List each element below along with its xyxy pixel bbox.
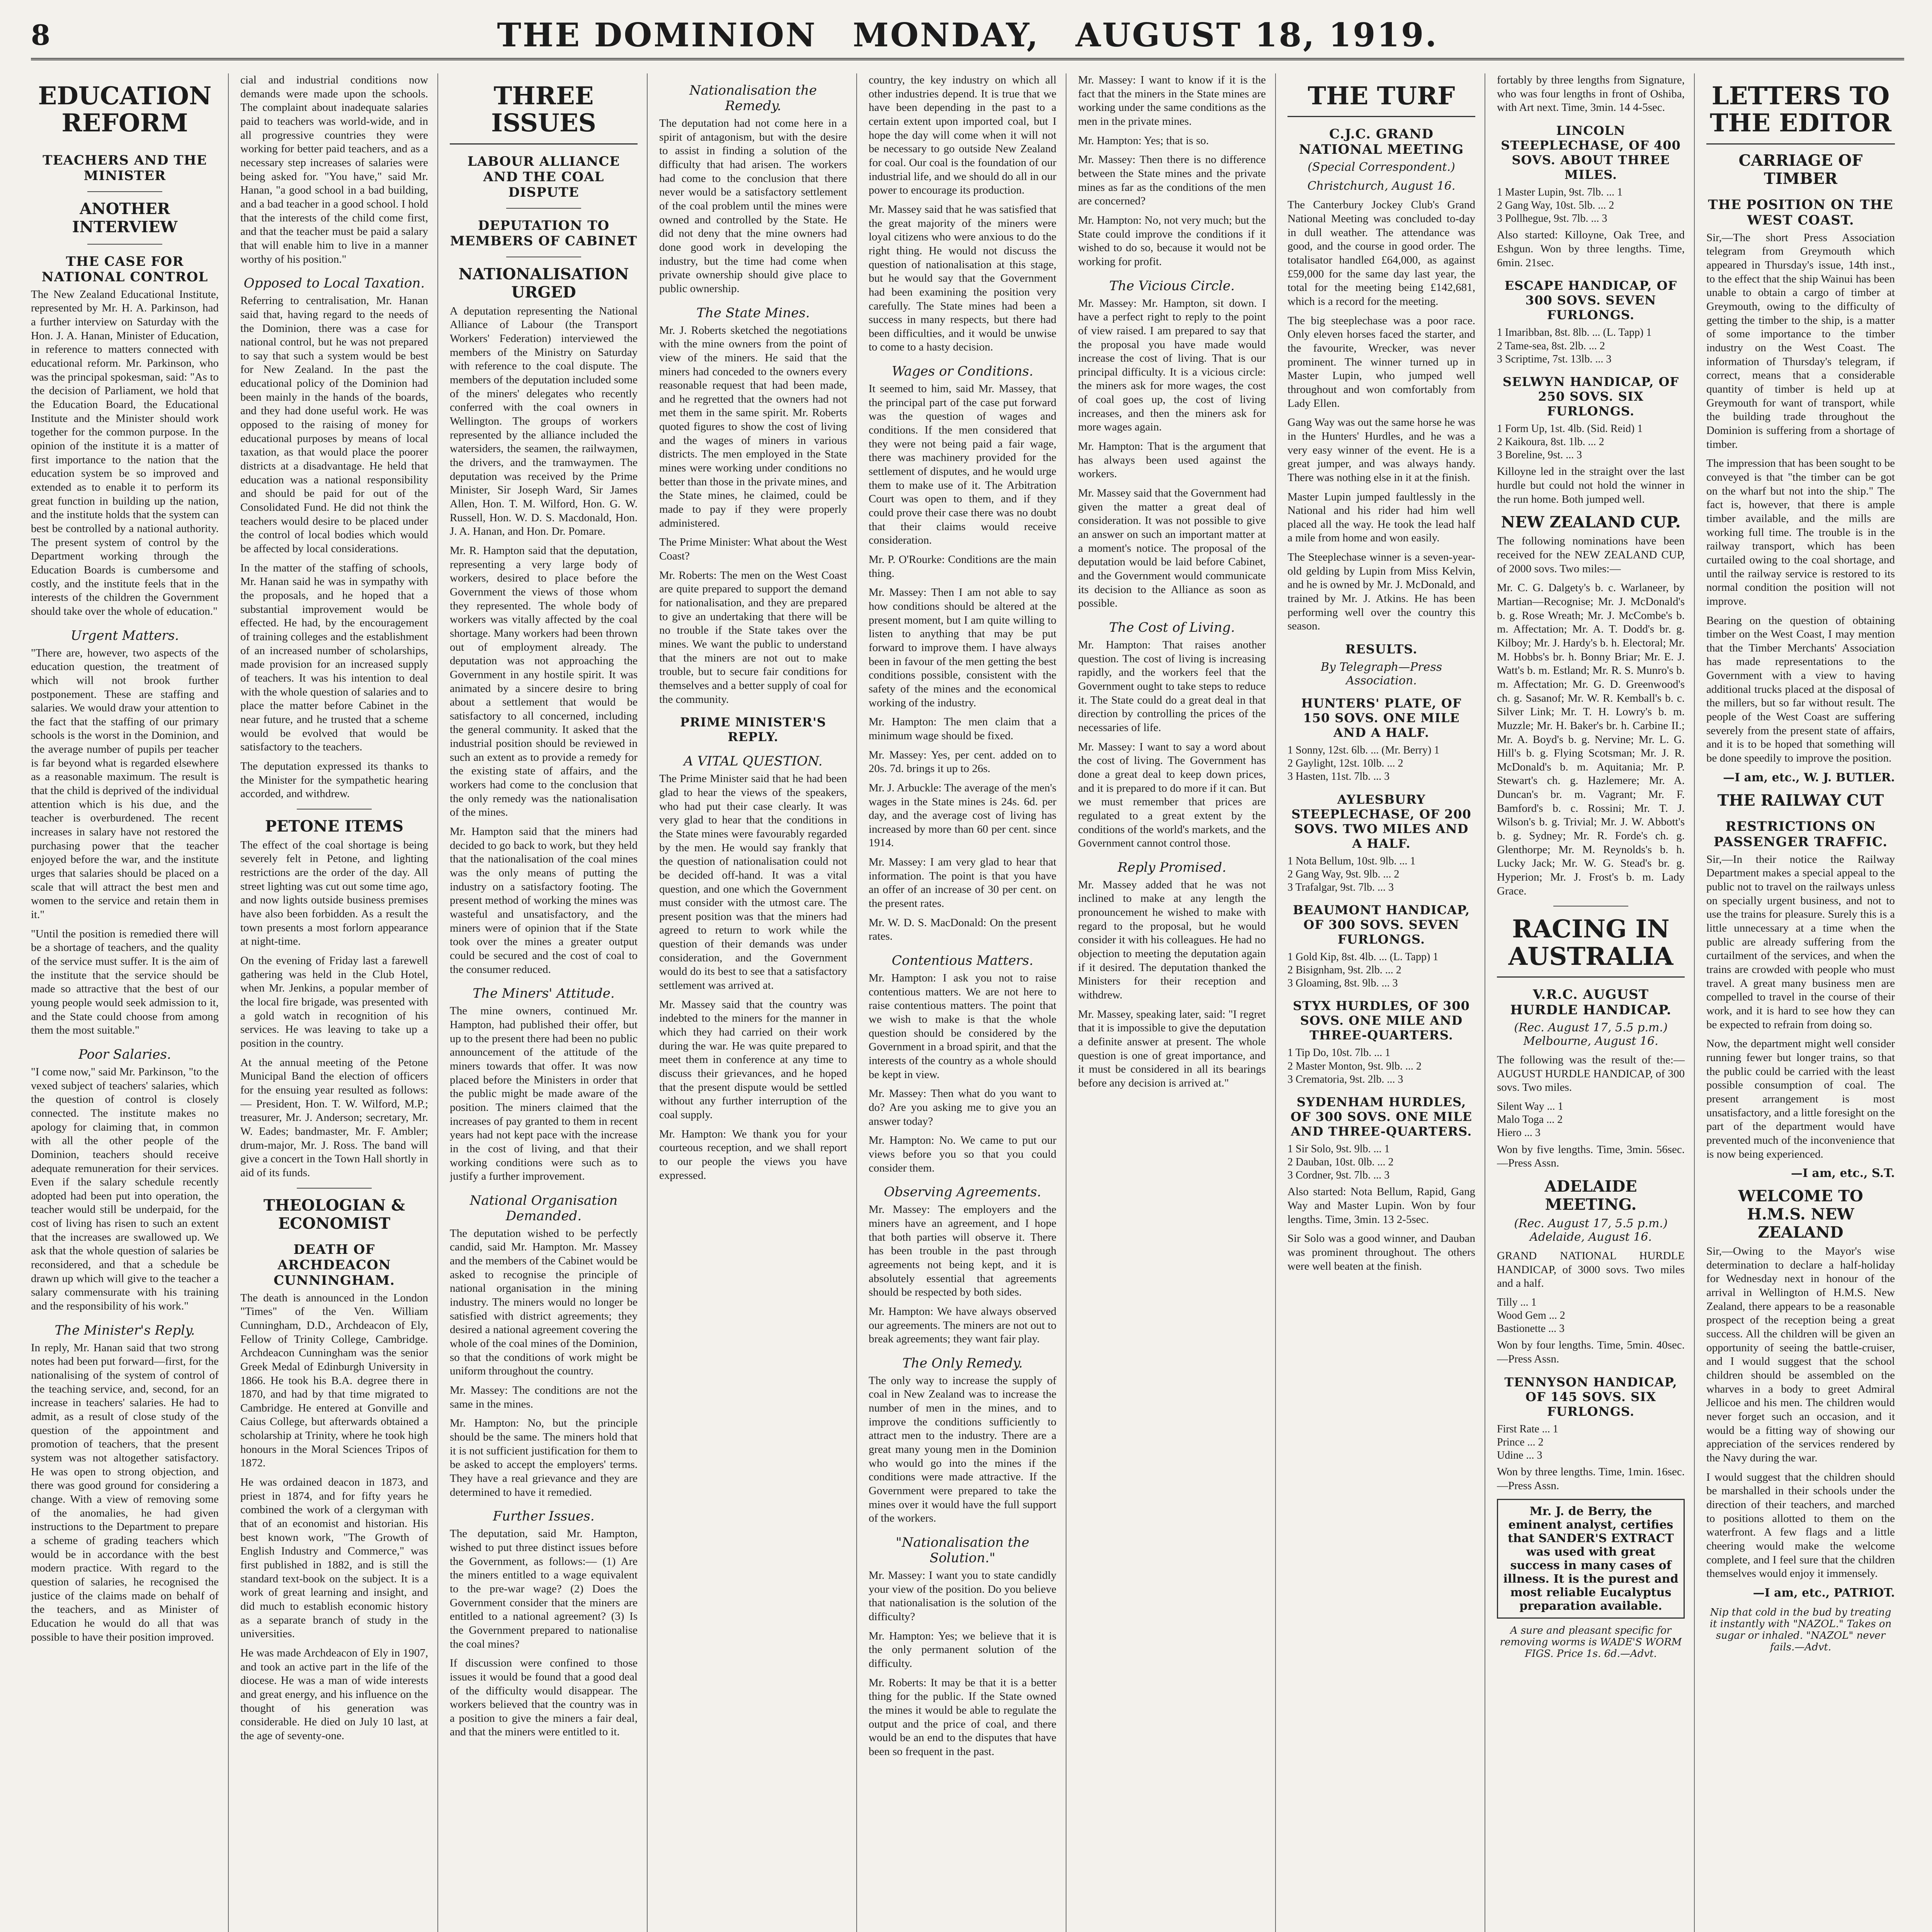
placing-line: Hiero ... 3 — [1497, 1127, 1541, 1139]
letter-headline: CARRIAGE OF TIMBER — [1738, 151, 1863, 188]
placing-line: 1 Nota Bellum, 10st. 9lb. ... 1 — [1287, 855, 1416, 867]
advertisement: A sure and pleasant specific for removing worms is WADE'S WORM FIGS. Price 1s. 6d.—Advt. — [1500, 1625, 1682, 1660]
section-subhead: Further Issues. — [493, 1509, 595, 1524]
advertisement-text: Mr. J. de Berry, the eminent analyst, certifies that SANDER'S EXTRACT was used with great success in many cases of illness. It is the purest and most reliable Eucalyptus preparation available. — [1503, 1505, 1679, 1613]
article-paragraph: GRAND NATIONAL HURDLE HANDICAP, of 3000 sovs. Two miles and a half. — [1497, 1249, 1688, 1290]
divider — [297, 1188, 372, 1189]
divider — [297, 809, 372, 810]
article-paragraph: Mr. Massey: Then there is no difference between the State mines and the private mines as far as the conditions of the men are concerned? — [1078, 153, 1269, 207]
column-4 — [659, 73, 857, 1932]
masthead — [31, 12, 1904, 60]
letter-signature: —I am, etc., PATRIOT. — [1753, 1586, 1895, 1600]
article-paragraph: The New Zealand Educational Institute, represented by Mr. H. A. Parkinson, had a further interview on Saturday with the Hon. J. A. Hanan, Minister of Education, in reference to matters connected with educational reform. Mr. Parkinson, who was the principal spokesman, said: "As to the decision of Parliament, we hold that the Education Board, the Educational Institute and the Minister should work together for the common purpose. In the opinion of the institute it is a matter of first importance to the nation that the education system be so improved and extended as to enable it to perform its great function in building up the nation, and the institute holds that the system can best be controlled by a national authority. The present system of control by the Department working through the Education Boards is cumbersome and costly, and the institute feels that in the interests of the children the Government should take over the whole of education." — [31, 288, 222, 617]
article-paragraph: Mr. Massey: I want to say a word about the cost of living. The Government has done a great deal to keep down prices, and it is prepared to do more if it can. But we must remember that prices are regulated to a great extent by the conditions of the world's markets, and the Government cannot control those. — [1078, 740, 1269, 850]
article-paragraph: Referring to centralisation, Mr. Hanan said that, having regard to the needs of the Dominion, there was a case for national control, but he was not prepared to say that such a system would be best for New Zealand. In the past the educational policy of the Dominion had been mainly in the hands of the boards, and they had done useful work. He was opposed to the raising of money for educational purposes by means of local taxation, as that would place the poorer districts at a disadvantage. He held that education was a national responsibility and should be paid for out of the Consolidated Fund. He did not think the teachers would desire to be placed under the control of local bodies which would be affected by local considerations. — [240, 294, 431, 555]
section-subhead: PRIME MINISTER'S REPLY. — [680, 715, 826, 745]
coal-subhead-2: DEPUTATION TO MEMBERS OF CABINET — [450, 218, 638, 249]
article-paragraph: Mr. Massey said that the Government had given the matter a great deal of consideration. It was not possible to give an answer on such an important matter at a moment's notice. The proposal of the deputation would be laid before Cabinet, and the Government would communicate its decision to the Alliance as soon as possible. — [1078, 487, 1269, 610]
placing-line: Prince ... 2 — [1497, 1436, 1544, 1448]
placing-line: 1 Master Lupin, 9st. 7lb. ... 1 — [1497, 186, 1623, 198]
article-paragraph: Mr. Massey added that he was not inclined to make at any length the pronouncement he wished to make with regard to the proposal, but he would consider it with his colleagues. He had no objection to meeting the deputation again if it desired. The deputation thanked the Ministers for their reception and withdrew. — [1078, 878, 1269, 1002]
article-paragraph: Mr. Massey: Mr. Hampton, sit down. I have a perfect right to reply to the point of view raised. I am prepared to say that the proposal you have made would increase the cost of living. That is our principal difficulty. It is a vicious circle: the miners ask for more wages, the cost of coal goes up, the cost of living increases, and then the miners ask for more wages again. — [1078, 297, 1269, 434]
article-paragraph: Mr. Hampton: Yes; that is so. — [1078, 134, 1209, 147]
nz-cup-heading: NEW ZEALAND CUP. — [1501, 513, 1681, 532]
race-heading: SYDENHAM HURDLES, OF 300 SOVS. ONE MILE AND THREE-QUARTERS. — [1290, 1094, 1473, 1139]
race-heading: HUNTERS' PLATE, OF 150 SOVS. ONE MILE AND A HALF. — [1301, 696, 1462, 740]
masthead-date: AUGUST 18, 1919. — [1075, 15, 1438, 54]
section-subhead: The Minister's Reply. — [54, 1322, 195, 1338]
letter-headline: WELCOME TO H.M.S. NEW ZEALAND — [1738, 1187, 1863, 1242]
race-heading: ESCAPE HANDICAP, OF 300 SOVS. SEVEN FURLONGS. — [1504, 278, 1677, 323]
section-subhead: The State Mines. — [696, 305, 810, 321]
masthead-weekday: MONDAY, — [853, 15, 1040, 54]
coal-subhead: LABOUR ALLIANCE AND THE COAL DISPUTE — [467, 153, 620, 200]
article-paragraph: The deputation wished to be perfectly candid, said Mr. Hampton. Mr. Massey and the members of the Cabinet would be asked to recognise the principle of national organisation in the mining industry. The miners would no longer be satisfied with district agreements; they desired a national agreement covering the whole of the coal mines of the Dominion, so that the conditions of work might be uniform throughout the country. — [450, 1227, 641, 1378]
education-subhead: TEACHERS AND THE MINISTER — [43, 152, 207, 184]
article-paragraph: Mr. Hampton: We thank you for your courteous reception, and we shall report to our people the views you have expressed. — [659, 1128, 850, 1182]
letter-paragraph: Sir,—The short Press Association telegram from Greymouth which appeared in Thursday's issue, 14th inst., to the effect that the ship Wainui has been unable to obtain a cargo of timber at Greymouth, owing to the difficulty of getting the timber to the ship, is a matter of some importance to the timber industry on the West Coast. The information of Thursday's telegram, if correct, means that a considerable quantity of timber is held up at Greymouth for want of transport, while the building trade throughout the Dominion is suffering from a shortage of timber. — [1706, 231, 1898, 451]
letter-signature: —I am, etc., W. J. BUTLER. — [1723, 770, 1895, 784]
section-subhead: The Cost of Living. — [1109, 619, 1235, 635]
race-placings — [1287, 855, 1475, 894]
section-subhead: The Miners' Attitude. — [473, 986, 615, 1002]
race-heading: AYLESBURY STEEPLECHASE, OF 200 SOVS. TWO MILES AND A HALF. — [1291, 792, 1471, 851]
column-1 — [31, 73, 229, 1932]
article-paragraph: "I come now," said Mr. Parkinson, "to the vexed subject of teachers' salaries, which the question of control is closely connected. The institute makes no apology for claiming that, in common with all the other people of the Dominion, teachers should receive adequate remuneration for their services. Even if the salary schedule recently adopted had been put into operation, the teacher would still be underpaid, for the cost of living has risen to such an extent that the increases are swallowed up. We ask that the whole question of salaries be reconsidered, and that a schedule be drawn up which will give to the teacher a salary commensurate with his training and the responsibility of his work." — [31, 1065, 222, 1313]
placing-line: 3 Cordner, 9st. 7lb. ... 3 — [1287, 1169, 1390, 1182]
section-subhead: The Vicious Circle. — [1109, 278, 1235, 294]
placing-line: First Rate ... 1 — [1497, 1423, 1558, 1435]
race-placings — [1497, 186, 1685, 225]
article-paragraph: The death is announced in the London "Times" of the Ven. William Cunningham, D.D., Archdeacon of Ely, Fellow of Trinity College, Cambridge. Archdeacon Cunningham was the senior Greek Medal of Edinburgh University in 1866. He took his B.A. degree there in 1870, and had by that time migrated to Cambridge. He entered at Gonville and Caius College, but afterwards obtained a scholarship at Trinity, where he took high honours in the Moral Sciences Tripos of 1872. — [240, 1291, 431, 1469]
race-placings — [1497, 326, 1685, 366]
race-heading: SELWYN HANDICAP, OF 250 SOVS. SIX FURLONGS. — [1502, 374, 1679, 418]
turf-subhead: C.J.C. GRAND NATIONAL MEETING — [1299, 126, 1464, 158]
column-8 — [1497, 73, 1695, 1932]
placing-line: 2 Kaikoura, 8st. 1lb. ... 2 — [1497, 436, 1604, 448]
placing-line: 3 Boreline, 9st. ... 3 — [1497, 449, 1582, 461]
byline: (Special Correspondent.) — [1308, 160, 1455, 174]
article-paragraph: The Prime Minister said that he had been glad to hear the views of the speakers, who had put their case clearly. It was very glad to hear that the conditions in the State mines were favourably regarded by the men. He would say frankly that the question of nationalisation could not be decided off-hand. It was a vital question, and one which the Government must consider with the utmost care. The present position was that the miners had agreed to return to work while the question of their demands was under consideration, and the Government would do its best to see that a satisfactory settlement was arrived at. — [659, 772, 850, 992]
race-placings — [1497, 1423, 1685, 1462]
article-paragraph: Mr. Hampton: We have always observed our agreements. The miners are not out to break agreements; they want fair play. — [869, 1305, 1060, 1345]
article-paragraph: Also started: Killoyne, Oak Tree, and Eshgun. Won by three lengths. Time, 6min. 21sec. — [1497, 229, 1688, 269]
placing-line: Silent Way ... 1 — [1497, 1100, 1563, 1113]
page-number: 8 — [31, 18, 51, 51]
results-byline: By Telegraph—Press Association. — [1320, 660, 1442, 688]
placing-line: 3 Gloaming, 8st. 9lb. ... 3 — [1287, 977, 1398, 990]
column-7 — [1287, 73, 1485, 1932]
column-2 — [240, 73, 438, 1932]
article-paragraph: Mr. Massey: I want you to state candidly your view of the position. Do you believe that nationalisation is the solution of the difficulty? — [869, 1569, 1060, 1623]
article-paragraph: The following was the result of the:— AUGUST HURDLE HANDICAP, of 300 sovs. Two miles. — [1497, 1054, 1688, 1094]
race-heading: LINCOLN STEEPLECHASE, OF 400 SOVS. ABOUT THREE MILES. — [1501, 123, 1681, 182]
adelaide-heading: ADELAIDE MEETING. — [1544, 1177, 1637, 1214]
letter-paragraph: Sir,—Owing to the Mayor's wise determination to declare a half-holiday for Wednesday next in honour of the arrival in Wellington of H.M.S. New Zealand, there appears to be a reasonable prospect of the reception being a great success. All the children will be given an opportunity of seeing the battle-cruiser, and I would suggest that the school children should be assembled on the wharves in a body to greet Admiral Jellicoe and his men. The children would never forget such an occasion, and it would be a fitting way of showing our appreciation of the services rendered by the Navy during the war. — [1706, 1245, 1898, 1464]
placing-line: 1 Tip Do, 10st. 7lb. ... 1 — [1287, 1047, 1391, 1059]
section-subhead: A VITAL QUESTION. — [684, 753, 823, 769]
placing-line: 2 Master Monton, 9st. 9lb. ... 2 — [1287, 1060, 1422, 1072]
article-paragraph: Mr. Massey said that the country was indebted to the miners for the manner in which they had carried on their work during the war. He was quite prepared to meet them in conference at any time to discuss their grievances, and he hoped that the present dispute would be settled without any further interruption of the coal supply. — [659, 998, 850, 1121]
race-heading: STYX HURDLES, OF 300 SOVS. ONE MILE AND THREE-QUARTERS. — [1293, 998, 1470, 1043]
article-paragraph: Mr. J. Arbuckle: The average of the men's wages in the State mines is 24s. 6d. per day, and the average cost of living has increased by more than 60 per cent. since 1914. — [869, 781, 1060, 849]
article-paragraph: Mr. Massey: The employers and the miners have an agreement, and I hope that both parties will observe it. There has been trouble in the past through agreements not being kept, and it is absolutely essential that agreements should be respected by both sides. — [869, 1203, 1060, 1299]
placing-line: 2 Gang Way, 9st. 9lb. ... 2 — [1287, 868, 1400, 880]
article-paragraph: Mr. Massey: I am very glad to hear that information. The point is that you have an offer of an increase of 30 per cent. on the present rates. — [869, 856, 1060, 910]
placing-line: Udine ... 3 — [1497, 1449, 1543, 1461]
placing-line: 1 Imaribban, 8st. 8lb. ... (L. Tapp) 1 — [1497, 327, 1652, 339]
placing-line: 3 Pollhegue, 9st. 7lb. ... 3 — [1497, 213, 1607, 225]
placing-line: 3 Scriptime, 7st. 13lb. ... 3 — [1497, 353, 1612, 365]
article-paragraph: Mr. Hampton: Yes; we believe that it is the only permanent solution of the difficulty. — [869, 1629, 1060, 1670]
article-paragraph: At the annual meeting of the Petone Municipal Band the election of officers for the ensuing year resulted as follows: — President, Hon. T. W. Wilford, M.P.; treasurer, Mr. J. Anderson; secretary, Mr. W. Eades; bandmaster, Mr. F. Ambler; drum-major, Mr. J. Ross. The band will give a concert in the Town Hall shortly in aid of its funds. — [240, 1056, 431, 1179]
section-subhead: The Only Remedy. — [902, 1355, 1023, 1371]
section-subhead: Wages or Conditions. — [891, 364, 1034, 379]
column-6 — [1078, 73, 1276, 1932]
placing-line: Bastionette ... 3 — [1497, 1323, 1565, 1335]
article-paragraph: He was made Archdeacon of Ely in 1907, and took an active part in the life of the diocese. He was a man of wide interests and great energy, and his influence on the thought of his generation was considerable. He died on July 10 last, at the age of seventy-one. — [240, 1646, 431, 1742]
placing-line: 2 Gang Way, 10st. 5lb. ... 2 — [1497, 199, 1614, 212]
article-paragraph: "There are, however, two aspects of the education question, the treatment of which will not brook further postponement. These are staffing and salaries. We would draw your attention to the fact that the staffing of our primary schools is the worst in the Dominion, and the average number of pupils per teacher is far beyond what is regarded elsewhere as a reasonable maximum. The result is that the child is deprived of the individual attention which is his due, and the teacher is overburdened. The recent increases in salary have not restored the purchasing power that the teacher enjoyed before the war, and the institute urges that salaries should be placed on a scale that will attract the best men and women to the service and retain them in it." — [31, 646, 222, 921]
placing-line: 1 Sonny, 12st. 6lb. ... (Mr. Berry) 1 — [1287, 744, 1440, 757]
theologian-headline: THEOLOGIAN & ECONOMIST — [263, 1196, 405, 1233]
article-paragraph: In the matter of the staffing of schools, Mr. Hanan said he was in sympathy with the proposals, and he hoped that a substantial improvement would be effected. He had, by the encouragement of training colleges and the establishment of an increased number of scholarships, made provision for an increased supply of teachers. It was his intention to deal with the whole question of salaries and to place the matter before Cabinet in the near future, and he trusted that a scheme would be evolved that would be satisfactory to the teachers. — [240, 561, 431, 753]
article-paragraph: Mr. Massey: Then I am not able to say how conditions should be altered at the present moment, but I am quite willing to listen to anything that may be put forward to improve them. I have always been in favour of the men getting the best conditions possible, consistent with the safety of the mines and the economical working of the industry. — [869, 586, 1060, 709]
article-paragraph: He was ordained deacon in 1873, and priest in 1874, and for fifty years he combined the work of a clergyman with that of an economist and historian. His best known work, "The Growth of English Industry and Commerce," was first published in 1882, and is still the standard text-book on the subject. It is a work of great learning and insight, and did much to establish economic history as a separate branch of study in the universities. — [240, 1476, 431, 1640]
race-placings — [1287, 1143, 1475, 1182]
masthead-title: THE DOMINION — [497, 15, 817, 54]
placing-line: 2 Tame-sea, 8st. 2lb. ... 2 — [1497, 340, 1605, 352]
race-results-list — [1287, 696, 1475, 1182]
article-paragraph: country, the key industry on which all other industries depend. It is true that we have been depending in the past to a certain extent upon imported coal, but I hope the day will come when it will not be necessary to go outside New Zealand for coal. Our coal is the foundation of our industrial life, and we should do all in our power to encourage its production. — [869, 74, 1060, 197]
article-paragraph: Mr. Massey: The conditions are not the same in the mines. — [450, 1384, 641, 1410]
divider — [506, 208, 581, 209]
article-paragraph: Mr. Roberts: It may be that it is a better thing for the public. If the State owned the mines it would be able to regulate the output and the price of coal, and there would be an end to the disputes that have been so frequent in the past. — [869, 1676, 1060, 1758]
article-paragraph: Mr. Massey, speaking later, said: "I regret that it is impossible to give the deputation a definite answer at present. The whole question is one of great importance, and it must be considered in all its bearings before any decision is arrived at." — [1078, 1008, 1269, 1089]
article-paragraph: Won by three lengths. Time, 1min. 16sec.—Press Assn. — [1497, 1466, 1685, 1492]
race-placings — [1497, 422, 1685, 462]
race-placings — [1287, 1046, 1475, 1086]
article-paragraph: "Until the position is remedied there will be a shortage of teachers, and the quality of the service must suffer. It is the aim of the institute that the service should be made so attractive that the best of our young people would seek admission to it, and the State could choose from among them the most suitable." — [31, 927, 222, 1037]
column-9 — [1706, 73, 1904, 1932]
article-paragraph: Mr. Hampton said that the miners had decided to go back to work, but they held that the nationalisation of the coal mines was the only means of putting the industry on a satisfactory footing. The present method of working the mines was wasteful and unsatisfactory, and the miners were of opinion that if the State took over the mines a greater output could be secured and the cost of coal to the consumer reduced. — [450, 825, 641, 976]
article-paragraph: Mr. Massey: Then what do you want to do? Are you asking me to give you an answer today? — [869, 1087, 1060, 1128]
advertisement — [1497, 1499, 1685, 1619]
article-paragraph: The Steeplechase winner is a seven-year-old gelding by Lupin from Miss Kelvin, and he is owned by Mr. J. McDonald, and trained by Mr. J. Atkins. He has been performing well over the country this season. — [1287, 551, 1478, 633]
dateline: Christchurch, August 16. — [1307, 179, 1456, 193]
section-subhead: Opposed to Local Taxation. — [243, 276, 425, 291]
article-paragraph: The big steeplechase was a poor race. Only eleven horses faced the starter, and the favourite, Wrecker, was never prominent. The winner turned up in Master Lupin, who jumped well throughout and won comfortably from Lady Ellen. — [1287, 314, 1478, 410]
article-paragraph: Mr. Hampton: No, not very much; but the State could improve the conditions if it wished to do so, because it would not be working for profit. — [1078, 214, 1269, 268]
article-paragraph: Mr. W. D. S. MacDonald: On the present rates. — [869, 916, 1060, 943]
article-paragraph: In reply, Mr. Hanan said that two strong notes had been put forward—first, for the nationalising of the system of control of the teaching service, and, second, for an increase in teachers' salaries. He had to admit, as a result of close study of the question of the appointment and promotion of teachers, that the present system was not altogether satisfactory. He was open to strong objection, and there was good ground for considering a change. With a view of removing some of the anomalies, he had given instructions to the Department to prepare a scheme of grading teachers which would be in accordance with the best modern practice. With regard to the question of salaries, he recognised the justice of the claims made on behalf of the teachers, and as Minister of Education he would do all that was possible to have their position improved. — [31, 1341, 222, 1643]
placing-line: 2 Gaylight, 12st. 10lb. ... 2 — [1287, 757, 1403, 770]
article-paragraph: Mr. Hampton: That raises another question. The cost of living is increasing rapidly, and the workers feel that the Government ought to take steps to reduce it. The State could do a great deal in that direction by controlling the prices of the necessaries of life. — [1078, 638, 1269, 734]
article-paragraph: Mr. Hampton: The men claim that a minimum wage should be fixed. — [869, 716, 1060, 742]
placing-line: Wood Gem ... 2 — [1497, 1310, 1565, 1322]
article-paragraph: Sir Solo was a good winner, and Dauban was prominent throughout. The others were well beaten at the finish. — [1287, 1232, 1478, 1272]
section-subhead: Poor Salaries. — [78, 1046, 171, 1062]
nominations-list: Mr. C. G. Dalgety's b. c. Warlaneer, by Martian—Recognise; Mr. J. McDonald's b. g. Rose Wreath; Mr. J. McCombe's b. m. Affectation; Mr. A. T. Dodd's br. g. Kilboy; Mr. J. Hardy's b. h. Electoral; Mr. M. Hobbs's br. h. Bonny Briar; Mr. E. J. Watt's b. m. Estland; Mr. R. S. Munro's b. m. Affectation; Mr. G. D. Greenwood's ch. g. Sasanof; Mr. W. R. Kemball's b. c. Silver Link; Mr. T. H. Lowry's b. m. Muzzle; Mr. H. Baker's br. h. Carbine II.; Mr. A. Boyd's b. g. Nervine; Mr. L. G. Hill's b. g. Flying Scotsman; Mr. J. R. McDonald's b. m. Aquitania; Mr. P. Stewart's ch. g. Hazlemere; Mr. A. Duncan's br. m. Vagrant; Mr. F. Bamford's b. c. Rossini; Mr. T. J. Wilson's b. g. Trivial; Mr. J. W. Abbott's b. g. Sydney; Mr. R. Forde's ch. g. Glenthorpe; Mr. M. Reynolds's b. h. Lucky Jack; Mr. W. G. Stead's br. g. Hyperion; Mr. J. Frost's b. m. Lady Grace. — [1497, 582, 1688, 897]
article-paragraph: cial and industrial conditions now demands were made upon the schools. The complaint about inadequate salaries paid to teachers was world-wide, and in all progressive countries they were working for better paid teachers, and as a necessary step increases of salaries were being asked for. "You have," said Mr. Hanan, "a good school in a bad building, and a bad teacher in a good school. I hold that the interests of the child come first, and that the teacher must be paid a salary that will enable him to live in a manner worthy of his position." — [240, 74, 431, 265]
coal-headline: THREE ISSUES — [450, 83, 638, 145]
section-subhead: Observing Agreements. — [884, 1184, 1041, 1200]
letter-signature: —I am, etc., S.T. — [1791, 1167, 1895, 1180]
dateline: (Rec. August 17, 5.5 p.m.) Adelaide, August 16. — [1514, 1216, 1668, 1244]
article-paragraph: The effect of the coal shortage is being severely felt in Petone, and lighting restrictions are the order of the day. All street lighting was cut out some time ago, and now lights outside business premises have also been forbidden. As a result the town presents a most forlorn appearance at night-time. — [240, 838, 431, 948]
placing-line: 3 Trafalgar, 9st. 7lb. ... 3 — [1287, 881, 1394, 893]
article-paragraph: The only way to increase the supply of coal in New Zealand was to increase the number of men in the mines, and to improve the conditions sufficiently to attract men to the industry. There are a great many young men in the Dominion who would go into the mines if the conditions were made attractive. If the Government were prepared to take the mines over it would have the full support of the workers. — [869, 1374, 1060, 1525]
race-heading: BEAUMONT HANDICAP, OF 300 SOVS. SEVEN FURLONGS. — [1293, 903, 1470, 947]
article-paragraph: Master Lupin jumped faultlessly in the National and his rider had him well placed all the way. He took the lead half a mile from home and won easily. — [1287, 490, 1478, 544]
advertisement: Nip that cold in the bud by treating it instantly with "NAZOL." Takes on sugar or inhaled. "NAZOL" never fails.—Advt. — [1709, 1606, 1892, 1653]
dateline: (Rec. August 17, 5.5 p.m.) Melbourne, August 16. — [1514, 1021, 1668, 1048]
letter-subhead: RESTRICTIONS ON PASSENGER TRAFFIC. — [1713, 818, 1888, 850]
section-subhead: Reply Promised. — [1117, 859, 1226, 875]
article-paragraph: Mr. Massey: I want to know if it is the fact that the miners in the State mines are working under the same conditions as the men in the private mines. — [1078, 74, 1269, 128]
column-5 — [869, 73, 1066, 1932]
placing-line: 3 Crematoria, 9st. 2lb. ... 3 — [1287, 1073, 1403, 1085]
article-paragraph: The Canterbury Jockey Club's Grand National Meeting was concluded to-day in dull weather. The attendance was good, and the course in good order. The totalisator handled £64,000, as against £59,000 for the same day last year, the total for the meeting being £142,681, which is a record for the meeting. — [1287, 199, 1478, 308]
article-paragraph: Mr. R. Hampton said that the deputation, representing a very large body of workers, desired to place before the Government the views of those whom they represented. The whole body of workers was vitally affected by the coal shortage. Many workers had been thrown out of employment already. The deputation was not approaching the Government in any hostile spirit. It was animated by a sincere desire to bring about a settlement that would be satisfactory to all concerned, including the general community. It asked that the industrial position should be reviewed in such an extent as to provide a remedy for the existing state of affairs, and the workers had come to the conclusion that the only remedy was the nationalisation of the mines. — [450, 544, 641, 819]
article-paragraph: Mr. Hampton: No. We came to put our views before you so that you could consider them. — [869, 1134, 1060, 1174]
race-placings — [1497, 1100, 1685, 1139]
article-paragraph: Won by five lengths. Time, 3min. 56sec.—Press Assn. — [1497, 1143, 1685, 1170]
article-paragraph: A deputation representing the National Alliance of Labour (the Transport Workers' Federation) interviewed the members of the Ministry on Saturday with reference to the coal dispute. The members of the deputation included some of the miners' delegates who recently conferred with the coal owners in Wellington. The groups of workers represented by the alliance included the watersiders, the seamen, the railwaymen, the drivers, and the tramwaymen. The deputation was received by the Prime Minister, Sir Joseph Ward, Sir James Allen, Hon. T. M. Wilford, Hon. G. W. Russell, Hon. W. D. S. Macdonald, Hon. J. A. Hanan, and Hon. Dr. Pomare. — [450, 304, 641, 538]
turf-headline: THE TURF — [1287, 83, 1475, 117]
article-paragraph: The deputation had not come here in a spirit of antagonism, but with the desire to assist in finding a solution of the difficulty that had arisen. The workers had come to the conclusion that there never would be a satisfactory settlement of the coal problem until the mines were owned and controlled by the State. He did not deny that the mine owners had done good work in developing the industry, but the time had come when private ownership should give place to public ownership. — [659, 117, 850, 295]
placing-line: 1 Gold Kip, 8st. 4lb. ... (L. Tapp) 1 — [1287, 951, 1439, 963]
racing-australia-headline: RACING IN AUSTRALIA — [1497, 916, 1685, 978]
letter-paragraph: I would suggest that the children should be marshalled in their schools under the direction of their teachers, and marched to positions allotted to them on the waterfront. A few flags and a little cheering would make the welcome complete, and I feel sure that the children themselves would enjoy it immensely. — [1706, 1471, 1898, 1580]
education-headline: EDUCATION REFORM — [38, 82, 212, 138]
race-heading: TENNYSON HANDICAP, OF 145 SOVS. SIX FURLONGS. — [1504, 1374, 1677, 1419]
race-placings — [1287, 744, 1475, 783]
column-grid — [31, 73, 1904, 1932]
letters-headline: LETTERS TO THE EDITOR — [1706, 83, 1895, 145]
divider — [87, 191, 162, 192]
section-subhead: Contentious Matters. — [891, 953, 1034, 969]
article-paragraph: Gang Way was out the same horse he was in the Hunters' Hurdles, and he was a very easy winner of the event. He is a great jumper, and was always handy. There was nothing else in it at the finish. — [1287, 416, 1478, 484]
placing-line: Malo Toga ... 2 — [1497, 1114, 1563, 1126]
letter-headline: THE RAILWAY CUT — [1717, 791, 1884, 810]
article-paragraph: Mr. Roberts: The men on the West Coast are quite prepared to support the demand for nationalisation, and they are prepared to give an undertaking that there will be no trouble if the State takes over the mines. We want the public to understand that the miners are not out to make trouble, but to secure fair conditions for themselves and a better supply of coal for the community. — [659, 569, 850, 706]
placing-line: 3 Hasten, 11st. 7lb. ... 3 — [1287, 770, 1390, 783]
article-paragraph: It seemed to him, said Mr. Massey, that the principal part of the case put forward was the question of wages and conditions. If the men considered that they were not being paid a fair wage, there was machinery provided for the settlement of disputes, and he would urge them to make use of it. The Arbitration Court was open to them, and if they could prove their case there was no doubt that their claims would receive consideration. — [869, 383, 1060, 547]
article-paragraph: Mr. Hampton: That is the argument that has always been used against the workers. — [1078, 440, 1269, 480]
article-paragraph: If discussion were confined to those issues it would be found that a good deal of the difficulty would disappear. The workers believed that the country was in a position to give the miners a fair deal, and that the miners were entitled to it. — [450, 1657, 641, 1738]
article-paragraph: The mine owners, continued Mr. Hampton, had published their offer, but up to the present there had been no public announcement of the attitude of the miners towards that offer. It was now placed before the Ministers in order that the public might be made aware of the position. The miners claimed that the increases of pay granted to them in recent years had not kept pace with the increase in the cost of living, and that their working conditions were such as to justify a further improvement. — [450, 1005, 641, 1183]
section-subhead: National Organisation Demanded. — [469, 1192, 618, 1224]
race-placings — [1497, 1296, 1685, 1335]
column-3 — [450, 73, 648, 1932]
article-paragraph: The following nominations have been received for the NEW ZEALAND CUP, of 2000 sovs. Two miles:— — [1497, 535, 1688, 575]
placing-line: 1 Sir Solo, 9st. 9lb. ... 1 — [1287, 1143, 1390, 1155]
placing-line: 1 Form Up, 1st. 4lb. (Sid. Reid) 1 — [1497, 422, 1643, 435]
placing-line: Tilly ... 1 — [1497, 1296, 1537, 1308]
placing-line: 2 Dauban, 10st. 0lb. ... 2 — [1287, 1156, 1394, 1168]
section-subhead: Urgent Matters. — [70, 628, 179, 643]
racing-subhead: V.R.C. AUGUST HURDLE HANDICAP. — [1510, 987, 1672, 1018]
placing-line: 2 Bisignham, 9st. 2lb. ... 2 — [1287, 964, 1401, 976]
article-paragraph: fortably by three lengths from Signature, who was four lengths in front of Oshiba, with Art next. Time, 3min. 14 4-5sec. — [1497, 74, 1688, 114]
article-paragraph: The deputation expressed its thanks to the Minister for the sympathetic hearing accorded, and withdrew. — [240, 760, 431, 800]
article-paragraph: The Prime Minister: What about the West Coast? — [659, 536, 850, 563]
article-paragraph: Mr. Massey: Yes, per cent. added on to 20s. 7d. brings it up to 26s. — [869, 748, 1060, 775]
letter-paragraph: Sir,—In their notice the Railway Department makes a special appeal to the public not to travel on the railways unless on specially urgent business, and not to use the trains for pleasure. Surely this is a little unnecessary at a time when the public are already suffering from the curtailment of the services, and when the trains are crowded with people who must travel. A great many business men are compelled to travel in the course of their work, and it is hard to see how they can be expected to refrain from doing so. — [1706, 853, 1898, 1031]
coal-subhead-3: NATIONALISATION URGED — [458, 265, 629, 301]
article-paragraph: Mr. Hampton: No, but the principle should be the same. The miners hold that it is not sufficient justification for them to be asked to accept the employers' terms. They have a real grievance and they are determined to have it remedied. — [450, 1417, 641, 1498]
letter-paragraph: Now, the department might well consider running fewer but longer trains, so that the public could be carried with the least possible consumption of coal. The present arrangement is most unsatisfactory, and a little foresight on the part of the department would have prevented much of the inconvenience that is now being experienced. — [1706, 1037, 1898, 1160]
article-paragraph: On the evening of Friday last a farewell gathering was held in the Club Hotel, when Mr. Jenkins, a popular member of the local fire brigade, was presented with a gold watch in recognition of his services. He was leaving to take up a position in the country. — [240, 954, 431, 1049]
letter-paragraph: Bearing on the question of obtaining timber on the West Coast, I may mention that the Timber Merchants' Association has made representations to the Government with a view to having additional trucks placed at the disposal of the millers, but so far without result. The people of the West Coast are suffering severely from the present state of affairs, and it is to be hoped that something will be done speedily to improve the position. — [1706, 614, 1898, 765]
article-paragraph: Won by four lengths. Time, 5min. 40sec.—Press Assn. — [1497, 1339, 1685, 1365]
letter-paragraph: The impression that has been sought to be conveyed is that "the timber can be got on the wharf but not into the ship." The fact is, however, that there is ample timber available, and the mills are working full time. The trouble is in the railway transport, which has been curtailed owing to the coal shortage, and until the railway service is restored to its normal condition the position will not improve. — [1706, 457, 1898, 607]
article-paragraph: The deputation, said Mr. Hampton, wished to put three distinct issues before the Government, as follows:— (1) Are the miners entitled to a wage equivalent to the pre-war wage? (2) Does the Government consider that the miners are entitled to a national agreement? (3) Is the Government prepared to nationalise the coal mines? — [450, 1527, 641, 1650]
education-subhead-3: THE CASE FOR NATIONAL CONTROL — [41, 253, 208, 285]
petone-headline: PETONE ITEMS — [265, 817, 404, 835]
results-heading: RESULTS. — [1345, 642, 1418, 657]
letter-subhead: THE POSITION ON THE WEST COAST. — [1708, 197, 1893, 228]
education-subhead-2: ANOTHER INTERVIEW — [72, 199, 178, 236]
article-paragraph: Also started: Nota Bellum, Rapid, Gang Way and Master Lupin. Won by four lengths. Time, 3min. 13 2-5sec. — [1287, 1185, 1478, 1226]
article-paragraph: Mr. J. Roberts sketched the negotiations with the mine owners from the point of view of the miners. He said that the miners had conceded to the owners every reasonable request that had been made, and he regretted that the owners had not met them in the same spirit. Mr. Roberts quoted figures to show the cost of living and the wages of miners in various districts. The men employed in the State mines were working under conditions no better than those in the private mines, and the State mines, he claimed, could be made to pay if they were properly administered. — [659, 324, 850, 529]
article-paragraph: Mr. P. O'Rourke: Conditions are the main thing. — [869, 553, 1060, 580]
section-subhead: Nationalisation the Remedy. — [689, 83, 817, 114]
theologian-subhead: DEATH OF ARCHDEACON CUNNINGHAM. — [274, 1242, 395, 1288]
section-subhead: "Nationalisation the Solution." — [896, 1535, 1029, 1566]
article-paragraph: Mr. Massey said that he was satisfied that the great majority of the miners were loyal citizens who were anxious to do the right thing. He would not discuss the question of nationalisation at this stage, but he would say that the Government had been examining the position very carefully. The State mines had been a success in many respects, but there had been difficulties, and it would be unwise to come to a hasty decision. — [869, 203, 1060, 354]
divider — [87, 244, 162, 245]
race-placings — [1287, 951, 1475, 990]
article-paragraph: Killoyne led in the straight over the last hurdle but could not hold the winner in the run home. Both jumped well. — [1497, 465, 1688, 505]
article-paragraph: Mr. Hampton: I ask you not to raise contentious matters. We are not here to raise contentious matters. The point that we wish to make is that the whole question should be considered by the Government in a broad spirit, and that the interests of the country as a whole should be kept in view. — [869, 972, 1060, 1081]
newspaper-title — [108, 16, 1827, 54]
